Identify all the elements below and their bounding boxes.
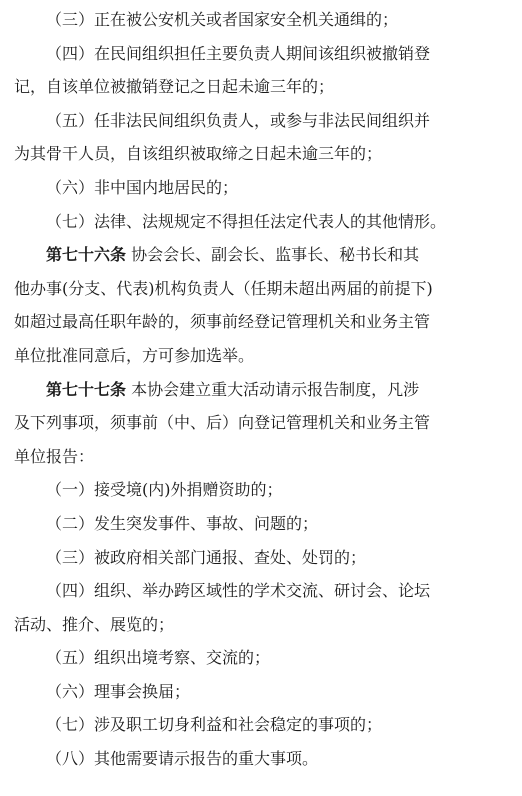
- article-76-label: 第七十六条: [46, 245, 127, 265]
- clause-5-line-2: 为其骨干人员，自该组织被取缔之日起未逾三年的；: [14, 144, 383, 164]
- article-76-line-1: [14, 238, 506, 272]
- item-5: （五）组织出境考察、交流的；: [46, 648, 271, 668]
- article-77-text-1: 本协会建立重大活动请示报告制度，凡涉: [126, 379, 420, 399]
- clause-6-line: （六）非中国内地居民的；: [46, 177, 239, 197]
- article-76-line-2: 他办事(分支、代表)机构负责人（任期未超出两届的前提下): [14, 278, 433, 298]
- clause-5-line-1: （五）任非法民间组织负责人，或参与非法民间组织并: [46, 110, 431, 130]
- article-77-line-2: 及下列事项，须事前（中、后）向登记管理机关和业务主管: [14, 413, 431, 433]
- item-8: （八）其他需要请示报告的重大事项。: [46, 749, 319, 769]
- clause-4-line-2: 记，自该单位被撤销登记之日起未逾三年的；: [14, 77, 335, 97]
- clause-7-line: （七）法律、法规规定不得担任法定代表人的其他情形。: [46, 211, 447, 231]
- clause-4-line-1: （四）在民间组织担任主要负责人期间该组织被撤销登: [46, 43, 431, 63]
- item-4-line-2: 活动、推介、展览的；: [14, 614, 175, 634]
- article-77-label: 第七十七条: [46, 379, 127, 399]
- item-3: （三）被政府相关部门通报、查处、处罚的；: [46, 547, 367, 567]
- article-76-line-4: 单位批准同意后，方可参加选举。: [14, 345, 255, 365]
- article-76-text-1: 协会会长、副会长、监事长、秘书长和其: [126, 245, 420, 265]
- item-6: （六）理事会换届；: [46, 681, 191, 701]
- item-1: （一）接受境(内)外捐赠资助的；: [46, 480, 283, 500]
- clause-3-line: （三）正在被公安机关或者国家安全机关通缉的；: [46, 10, 399, 29]
- item-7: （七）涉及职工切身利益和社会稳定的事项的；: [46, 715, 383, 735]
- item-4-line-1: （四）组织、举办跨区域性的学术交流、研讨会、论坛: [46, 581, 431, 601]
- article-77-line-1: [14, 373, 506, 407]
- item-2: （二）发生突发事件、事故、问题的；: [46, 513, 319, 533]
- article-77-line-3: 单位报告：: [14, 446, 95, 466]
- article-76-line-3: 如超过最高任职年龄的，须事前经登记管理机关和业务主管: [14, 312, 431, 332]
